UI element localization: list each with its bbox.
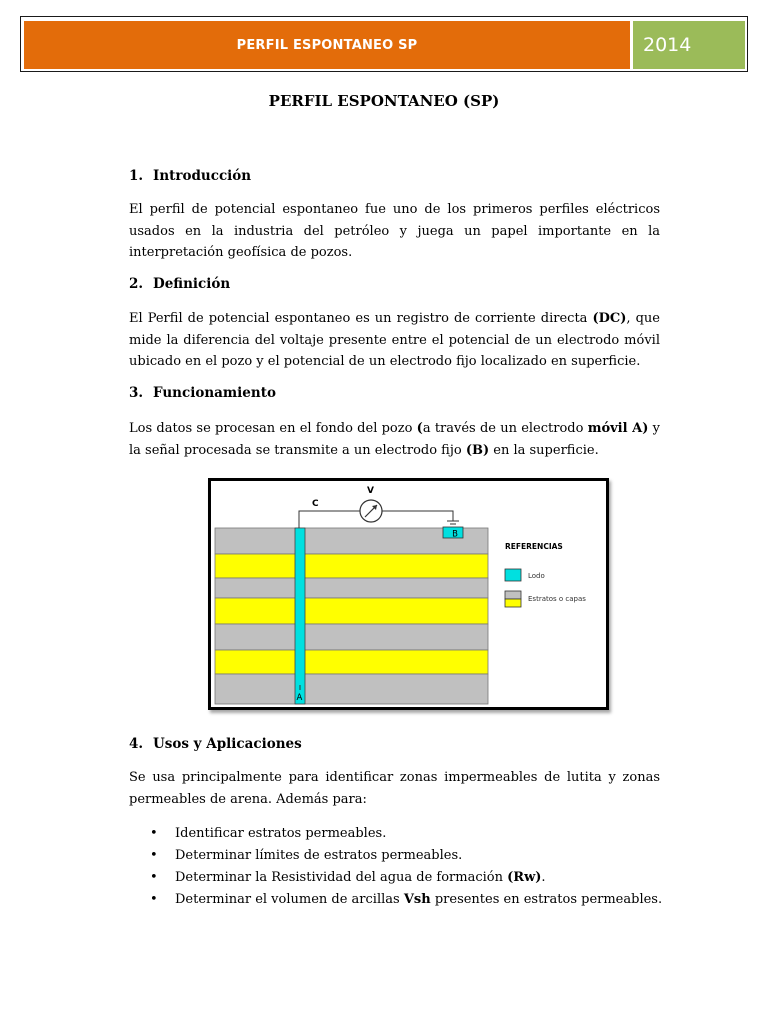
- text-run: , que mide la diferencia del voltaje presente entre el potencial de un electrodo móvil ubicado en el pozo y el potencial de un electrodo fijo localizado en superficie.: [129, 311, 660, 369]
- list-item: [150, 889, 670, 911]
- header-year: 2014: [643, 34, 692, 56]
- applications-list: [150, 823, 670, 911]
- section-title: Introducción: [153, 168, 252, 184]
- section-title: Funcionamiento: [153, 385, 276, 401]
- list-item-text: .: [541, 870, 546, 885]
- legend-swatch-lodo: [505, 569, 521, 581]
- bullet-icon: •: [150, 848, 158, 863]
- list-item-text: Determinar la Resistividad del agua de formación: [175, 870, 508, 885]
- list-item: [150, 845, 670, 867]
- circuit-wire: [299, 511, 360, 528]
- electrode-b-label: B: [452, 529, 458, 540]
- stratum-yellow: [215, 598, 488, 624]
- section-title: Usos y Aplicaciones: [153, 736, 302, 752]
- label-v: V: [367, 486, 374, 496]
- section-number: 2.: [129, 276, 144, 292]
- section-heading-definicion: [129, 276, 230, 292]
- text-run: Los datos se procesan en el fondo del pozo: [129, 421, 417, 436]
- paragraph-usos: Se usa principalmente para identificar zonas impermeables de lutita y zonas permeables de arena. Además para:: [129, 770, 660, 807]
- list-item: [150, 867, 670, 889]
- legend-swatch-gray: [505, 591, 521, 599]
- section-heading-usos: [129, 736, 302, 752]
- section-title: Definición: [153, 276, 231, 292]
- header-title-band: [24, 21, 630, 69]
- list-item-text: Determinar límites de estratos permeables.: [175, 848, 463, 863]
- bullet-icon: •: [150, 826, 158, 841]
- bullet-icon: •: [150, 892, 158, 907]
- sp-diagram: [211, 481, 606, 707]
- text-run: y la señal procesada se transmite a un electrodo fijo: [129, 421, 661, 458]
- section-heading-introduccion: [129, 168, 251, 184]
- list-item-text: Determinar el volumen de arcillas: [175, 892, 404, 907]
- stratum-yellow: [215, 554, 488, 578]
- legend-swatch-yellow: [505, 599, 521, 607]
- sp-diagram-figure: [208, 478, 609, 710]
- text-run-bold: (: [416, 421, 423, 436]
- document-title: PERFIL ESPONTANEO (SP): [268, 92, 500, 110]
- borehole-mud-column: [295, 528, 305, 704]
- list-item-text-bold: (Rw): [507, 870, 542, 885]
- stratum-gray: [215, 624, 488, 650]
- header-year-band: [633, 21, 745, 69]
- list-item-text-bold: Vsh: [403, 892, 431, 907]
- section-number: 1.: [129, 168, 144, 184]
- text-run: a través de un electrodo: [422, 421, 588, 436]
- section-number: 4.: [129, 736, 144, 752]
- paragraph-funcionamiento: [129, 418, 660, 461]
- paragraph-definicion: [129, 308, 660, 373]
- text-run: El Perfil de potencial espontaneo es un registro de corriente directa: [129, 311, 593, 326]
- circuit-wire: [382, 511, 453, 521]
- electrode-a-label: A: [296, 693, 303, 703]
- legend-label-lodo: Lodo: [528, 572, 545, 580]
- text-run: en la superficie.: [489, 442, 599, 458]
- list-item-text: Identificar estratos permeables.: [175, 826, 387, 841]
- section-number: 3.: [129, 385, 144, 401]
- text-run-bold: móvil A): [587, 421, 649, 436]
- label-c: C: [312, 499, 319, 509]
- legend-title: REFERENCIAS: [505, 542, 563, 551]
- page-header: [20, 16, 748, 72]
- stratum-gray: [215, 674, 488, 704]
- section-heading-funcionamiento: [129, 385, 276, 401]
- text-run-bold: (B): [465, 442, 490, 458]
- header-title: PERFIL ESPONTANEO SP: [236, 37, 418, 53]
- legend-label-estratos: Estratos o capas: [528, 595, 586, 603]
- stratum-yellow: [215, 650, 488, 674]
- bullet-icon: •: [150, 870, 158, 885]
- stratum-gray: [215, 578, 488, 598]
- text-run-bold: (DC): [592, 311, 627, 326]
- list-item-text: presentes en estratos permeables.: [430, 892, 663, 907]
- paragraph-introduccion: El perfil de potencial espontaneo fue uno de los primeros perfiles eléctricos usados en la industria del petróleo y juega un papel importante en la interpretación geofísica de pozos.: [129, 202, 660, 260]
- list-item: [150, 823, 670, 845]
